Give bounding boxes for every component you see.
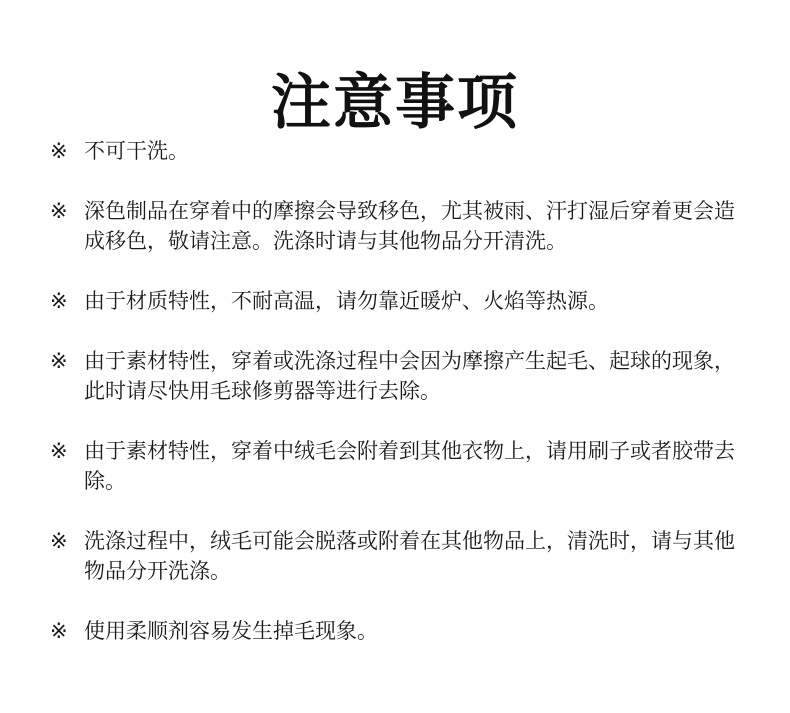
note-text: 深色制品在穿着中的摩擦会导致移色，尤其被雨、汗打湿后穿着更会造成移色，敬请注意。洗涤时请与其他物品分开清洗。 <box>84 199 735 253</box>
note-item <box>50 286 740 316</box>
note-marker: ※ <box>50 289 68 313</box>
notes-list <box>50 136 740 646</box>
note-item <box>50 526 740 586</box>
note-item <box>50 346 740 406</box>
note-item <box>50 616 740 646</box>
note-marker: ※ <box>50 529 68 553</box>
note-marker: ※ <box>50 349 68 373</box>
note-text: 不可干洗。 <box>84 139 189 163</box>
note-text: 由于材质特性，不耐高温，请勿靠近暖炉、火焰等热源。 <box>84 289 609 313</box>
note-item <box>50 196 740 256</box>
note-marker: ※ <box>50 199 68 223</box>
note-marker: ※ <box>50 439 68 463</box>
note-text: 使用柔顺剂容易发生掉毛现象。 <box>84 619 378 643</box>
note-text: 由于素材特性，穿着或洗涤过程中会因为摩擦产生起毛、起球的现象，此时请尽快用毛球修剪器等进行去除。 <box>84 349 735 403</box>
page-title: 注意事项 <box>271 68 519 139</box>
note-marker: ※ <box>50 619 68 643</box>
note-marker: ※ <box>50 139 68 163</box>
note-text: 由于素材特性，穿着中绒毛会附着到其他衣物上，请用刷子或者胶带去除。 <box>84 439 735 493</box>
note-item <box>50 136 740 166</box>
note-item <box>50 436 740 496</box>
note-text: 洗涤过程中，绒毛可能会脱落或附着在其他物品上，清洗时，请与其他物品分开洗涤。 <box>84 529 735 583</box>
